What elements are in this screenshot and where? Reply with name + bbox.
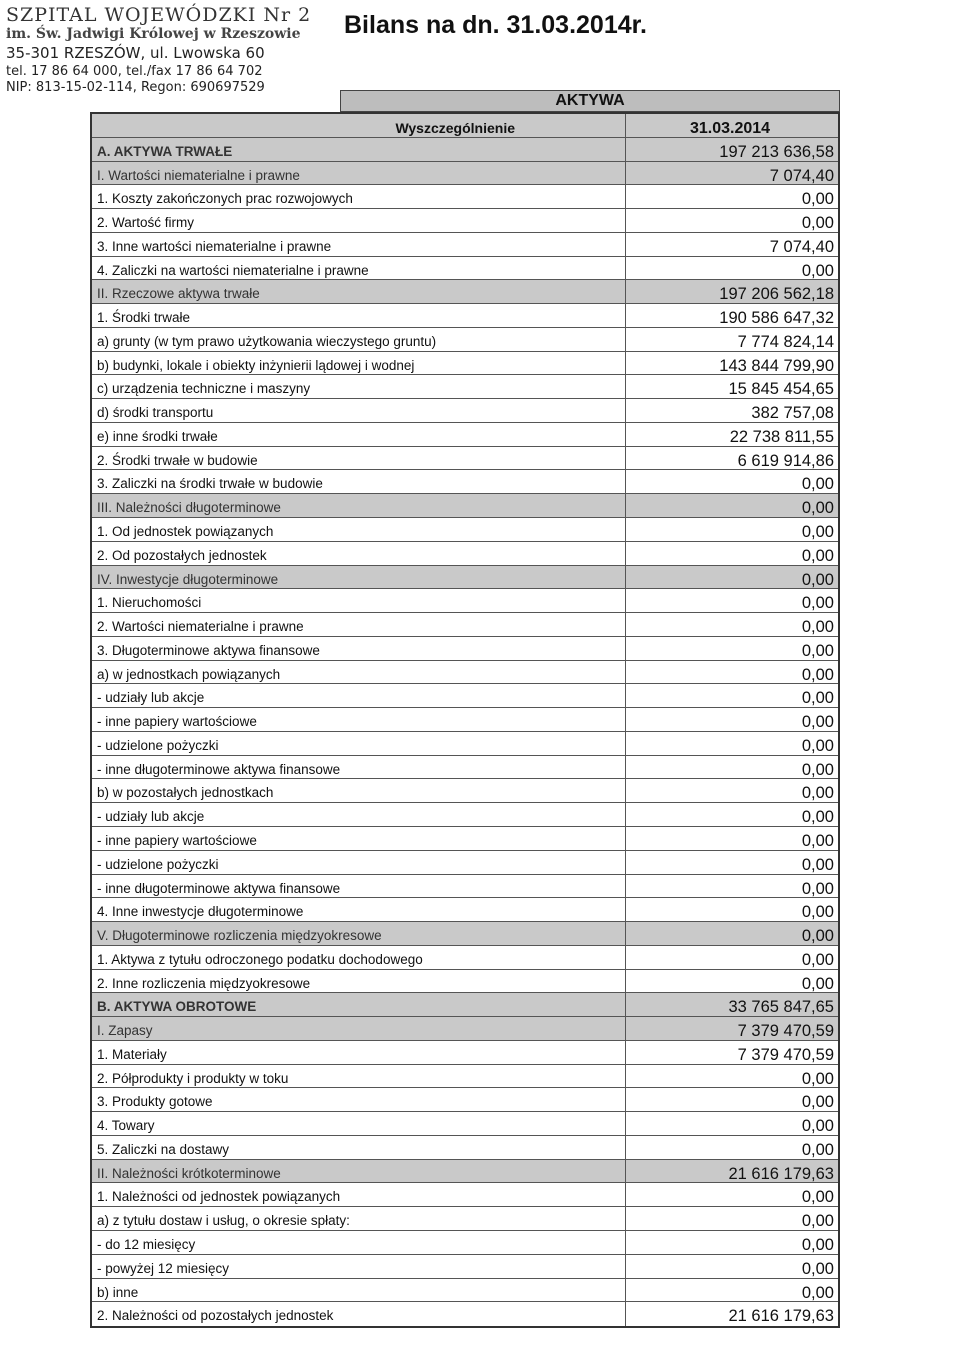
table-row	[92, 542, 838, 566]
table-row	[92, 352, 838, 376]
table-row	[92, 328, 838, 352]
table-row	[92, 1207, 838, 1231]
row-value: 21 616 179,63	[728, 1164, 834, 1183]
row-label: c) urządzenia techniczne i maszyny	[92, 375, 626, 398]
table-row	[92, 447, 838, 471]
row-value: 22 738 811,55	[729, 427, 834, 446]
row-label: - powyżej 12 miesięcy	[92, 1255, 626, 1278]
row-label: b) inne	[92, 1279, 626, 1302]
table-row	[92, 898, 838, 922]
table-row	[92, 922, 838, 946]
row-label: - udziały lub akcje	[92, 803, 626, 826]
table-row	[92, 257, 838, 281]
table-row	[92, 1160, 838, 1184]
table-row	[92, 1136, 838, 1160]
row-label: 1. Materiały	[92, 1041, 626, 1064]
row-label: II. Rzeczowe aktywa trwałe	[92, 280, 626, 303]
row-value: 0,00	[801, 760, 834, 779]
row-label: a) w jednostkach powiązanych	[92, 661, 626, 684]
balance-sheet-table	[90, 112, 840, 1328]
row-label: - inne długoterminowe aktywa finansowe	[92, 875, 626, 898]
table-row	[92, 732, 838, 756]
table-row	[92, 993, 838, 1017]
row-value: 0,00	[801, 641, 834, 660]
row-label: - do 12 miesięcy	[92, 1231, 626, 1254]
row-value: 197 213 636,58	[719, 142, 834, 161]
row-value: 0,00	[801, 1117, 834, 1135]
column-header-item: Wyszczególnienie	[92, 114, 626, 137]
row-value: 7 379 470,59	[737, 1045, 834, 1064]
row-value: 0,00	[801, 190, 834, 209]
row-value: 33 765 847,65	[728, 998, 834, 1017]
row-value: 0,00	[801, 546, 834, 565]
row-value: 0,00	[801, 1069, 834, 1088]
row-label: - inne papiery wartościowe	[92, 708, 626, 731]
row-value: 0,00	[801, 1283, 834, 1302]
table-row	[92, 138, 838, 162]
section-header-assets: AKTYWA	[340, 90, 840, 112]
document-title: Bilans na dn. 31.03.2014r.	[344, 11, 647, 39]
row-value: 0,00	[801, 736, 834, 755]
stamp-line-patron: im. Św. Jadwigi Królowej w Rzeszowie	[6, 26, 301, 42]
row-value: 0,00	[801, 713, 834, 731]
table-row	[92, 185, 838, 209]
row-value: 0,00	[801, 808, 834, 826]
row-label: a) grunty (w tym prawo użytkowania wieczystego gruntu)	[92, 328, 626, 351]
table-row	[92, 1088, 838, 1112]
row-value: 0,00	[801, 618, 834, 636]
table-row	[92, 756, 838, 780]
row-label: - udziały lub akcje	[92, 684, 626, 707]
table-row	[92, 970, 838, 994]
table-row	[92, 1279, 838, 1303]
row-label: A. AKTYWA TRWAŁE	[92, 138, 626, 161]
row-value: 0,00	[801, 499, 834, 518]
table-header-row	[92, 114, 838, 138]
row-value: 6 619 914,86	[737, 451, 834, 470]
table-row	[92, 518, 838, 542]
table-row	[92, 779, 838, 803]
table-row	[92, 637, 838, 661]
row-value: 7 074,40	[769, 166, 834, 185]
table-row	[92, 661, 838, 685]
row-label: 2. Inne rozliczenia międzyokresowe	[92, 970, 626, 993]
stamp-line-name: SZPITAL WOJEWÓDZKI Nr 2	[6, 4, 312, 26]
row-value: 0,00	[801, 1188, 834, 1207]
row-value: 143 844 799,90	[719, 356, 834, 375]
table-row	[92, 1255, 838, 1279]
table-row	[92, 946, 838, 970]
row-value: 0,00	[801, 261, 834, 280]
stamp-line-tax-ids: NIP: 813-15-02-114, Regon: 690697529	[6, 80, 265, 95]
row-value: 7 074,40	[769, 237, 834, 256]
row-label: 5. Zaliczki na dostawy	[92, 1136, 626, 1159]
row-value: 0,00	[801, 689, 834, 708]
row-label: 1. Aktywa z tytułu odroczonego podatku dochodowego	[92, 946, 626, 969]
row-label: 4. Zaliczki na wartości niematerialne i prawne	[92, 257, 626, 280]
row-label: IV. Inwestycje długoterminowe	[92, 566, 626, 589]
table-row	[92, 375, 838, 399]
row-value: 0,00	[801, 475, 834, 494]
row-value: 7 379 470,59	[737, 1022, 834, 1040]
row-label: I. Wartości niematerialne i prawne	[92, 162, 626, 185]
table-row	[92, 613, 838, 637]
row-value: 0,00	[801, 903, 834, 922]
row-value: 0,00	[801, 974, 834, 993]
table-row	[92, 803, 838, 827]
row-label: 3. Produkty gotowe	[92, 1088, 626, 1111]
row-label: 3. Długoterminowe aktywa finansowe	[92, 637, 626, 660]
row-label: 1. Należności od jednostek powiązanych	[92, 1183, 626, 1206]
row-label: 2. Wartość firmy	[92, 209, 626, 232]
row-value: 0,00	[801, 1140, 834, 1159]
row-value: 0,00	[801, 570, 834, 589]
table-row	[92, 1231, 838, 1255]
row-label: 1. Od jednostek powiązanych	[92, 518, 626, 541]
table-row	[92, 233, 838, 257]
row-label: b) w pozostałych jednostkach	[92, 779, 626, 802]
row-label: - udzielone pożyczki	[92, 732, 626, 755]
table-row	[92, 684, 838, 708]
stamp-line-address: 35-301 RZESZÓW, ul. Lwowska 60	[6, 44, 265, 62]
row-value: 0,00	[801, 1093, 834, 1112]
row-value: 0,00	[801, 784, 834, 803]
row-value: 0,00	[801, 523, 834, 541]
table-row	[92, 851, 838, 875]
row-label: V. Długoterminowe rozliczenia międzyokresowe	[92, 922, 626, 945]
row-value: 0,00	[801, 950, 834, 969]
row-value: 7 774 824,14	[737, 332, 834, 351]
row-label: 2. Od pozostałych jednostek	[92, 542, 626, 565]
row-value: 21 616 179,63	[728, 1307, 834, 1326]
row-label: 2. Wartości niematerialne i prawne	[92, 613, 626, 636]
row-label: III. Należności długoterminowe	[92, 494, 626, 517]
table-row	[92, 589, 838, 613]
column-header-date: 31.03.2014	[689, 120, 771, 137]
row-label: a) z tytułu dostaw i usług, o okresie spłaty:	[92, 1207, 626, 1230]
row-label: d) środki transportu	[92, 399, 626, 422]
row-label: - inne papiery wartościowe	[92, 827, 626, 850]
table-row	[92, 162, 838, 186]
row-value: 382 757,08	[751, 404, 834, 422]
row-label: 4. Towary	[92, 1112, 626, 1135]
row-label: II. Należności krótkoterminowe	[92, 1160, 626, 1183]
row-label: - inne długoterminowe aktywa finansowe	[92, 756, 626, 779]
table-row	[92, 494, 838, 518]
table-row	[92, 875, 838, 899]
row-value: 15 845 454,65	[728, 380, 834, 399]
row-label: 2. Półprodukty i produkty w toku	[92, 1065, 626, 1088]
row-value: 190 586 647,32	[719, 309, 834, 327]
table-row	[92, 1017, 838, 1041]
table-row	[92, 209, 838, 233]
table-row	[92, 566, 838, 590]
row-label: 4. Inne inwestycje długoterminowe	[92, 898, 626, 921]
row-label: b) budynki, lokale i obiekty inżynierii lądowej i wodnej	[92, 352, 626, 375]
table-row	[92, 1112, 838, 1136]
row-value: 0,00	[801, 1212, 834, 1230]
stamp-line-phone: tel. 17 86 64 000, tel./fax 17 86 64 702	[6, 64, 263, 79]
row-value: 0,00	[801, 879, 834, 898]
table-row	[92, 399, 838, 423]
table-row	[92, 280, 838, 304]
row-value: 0,00	[801, 665, 834, 684]
table-row	[92, 1183, 838, 1207]
table-row	[92, 827, 838, 851]
table-row	[92, 1041, 838, 1065]
row-value: 0,00	[801, 831, 834, 850]
table-row	[92, 304, 838, 328]
row-label: 3. Zaliczki na środki trwałe w budowie	[92, 470, 626, 493]
row-label: 2. Środki trwałe w budowie	[92, 447, 626, 470]
row-label: e) inne środki trwałe	[92, 423, 626, 446]
row-value: 0,00	[801, 594, 834, 613]
row-label: 1. Środki trwałe	[92, 304, 626, 327]
row-value: 197 206 562,18	[719, 285, 834, 304]
row-label: I. Zapasy	[92, 1017, 626, 1040]
table-row	[92, 470, 838, 494]
table-row	[92, 1065, 838, 1089]
row-value: 0,00	[801, 927, 834, 945]
row-value: 0,00	[801, 1259, 834, 1278]
row-label: 3. Inne wartości niematerialne i prawne	[92, 233, 626, 256]
table-row	[92, 423, 838, 447]
row-value: 0,00	[801, 214, 834, 232]
table-row	[92, 708, 838, 732]
row-label: 1. Nieruchomości	[92, 589, 626, 612]
row-value: 0,00	[801, 1235, 834, 1254]
row-label: 2. Należności od pozostałych jednostek	[92, 1302, 626, 1326]
row-value: 0,00	[801, 855, 834, 874]
table-row	[92, 1302, 838, 1326]
row-label: B. AKTYWA OBROTOWE	[92, 993, 626, 1016]
row-label: 1. Koszty zakończonych prac rozwojowych	[92, 185, 626, 208]
row-label: - udzielone pożyczki	[92, 851, 626, 874]
